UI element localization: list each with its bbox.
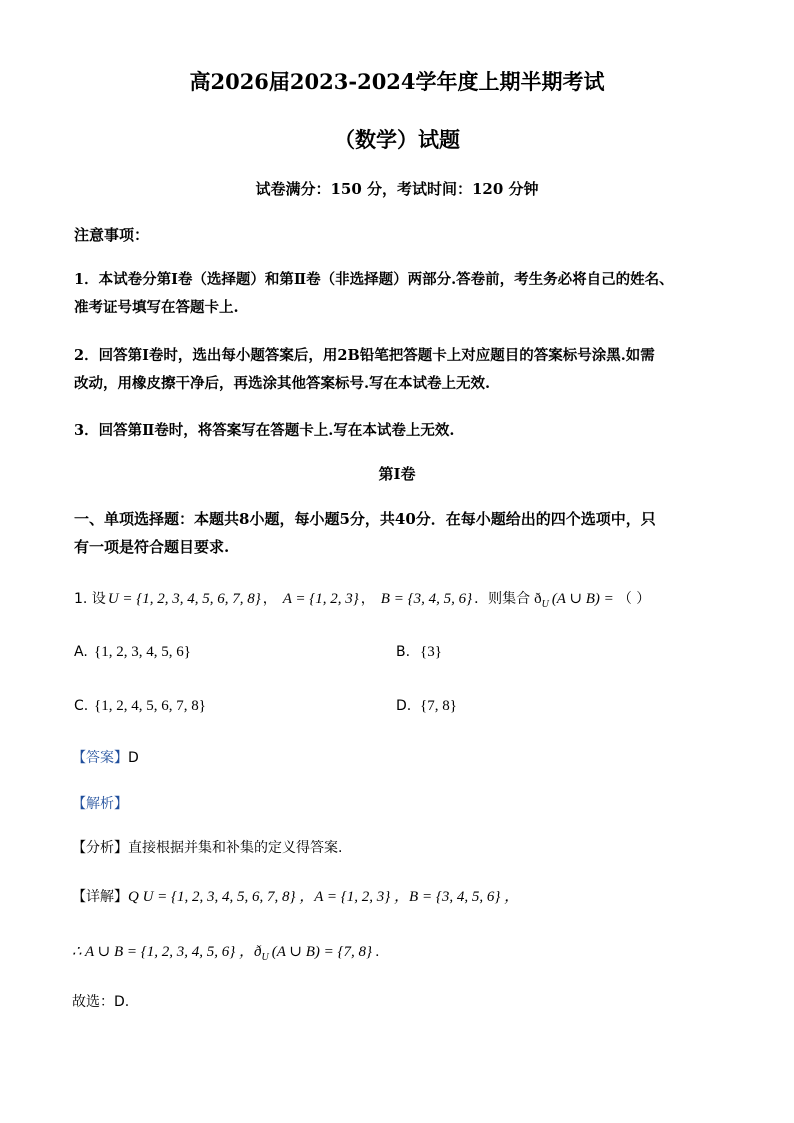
set-b-definition: B = {3, 4, 5, 6} [380,591,473,607]
option-value: {3} [420,644,442,660]
separator: ， [262,591,277,607]
detail-tag: 【详解】 [72,889,128,905]
note-item-2-line-2: 改动，用橡皮擦干净后，再选涂其他答案标号.写在本试卷上无效. [74,375,491,392]
question-ask: ．则集合 [474,591,531,607]
option-label: B. [396,644,411,660]
part-instruction-line-2: 有一项是符合题目要求. [74,538,230,556]
note-item-2-line-1: 2．回答第Ⅰ卷时，选出每小题答案后，用2B铅笔把答题卡上对应题目的答案标号涂黑.如需 [74,347,655,364]
detail-subscript: U [261,952,269,963]
answer-parentheses: （ ） [617,591,651,607]
detail-line-2 [72,940,379,961]
set-u-definition: U = {1, 2, 3, 4, 5, 6, 7, 8} [107,591,261,607]
complement-subscript: U [541,599,549,610]
question-number: 1. 设 [74,591,106,607]
note-item-3: 3．回答第Ⅱ卷时，将答案写在答题卡上.写在本试卷上无效. [74,422,455,439]
fenxi-text: 直接根据并集和补集的定义得答案. [128,840,343,856]
answer-tag: 【答案】 [72,750,128,766]
separator: ， [360,591,375,607]
detail-text-2: ∴ A ∪ B = {1, 2, 3, 4, 5, 6} ，ð [72,944,262,960]
exam-title: 高2026届2023-2024学年度上期半期考试 [189,69,605,94]
note-item-1-line-1: 1．本试卷分第Ⅰ卷（选择题）和第Ⅱ卷（非选择题）两部分.答卷前，考生务必将自己的姓名、 [74,271,674,288]
question-1 [74,588,650,608]
option-a [74,644,191,661]
set-a-definition: A = {1, 2, 3} [282,591,359,607]
option-b [396,644,442,661]
option-label: D. [396,698,412,714]
detail-text-1: Q U = {1, 2, 3, 4, 5, 6, 7, 8} ，A = {1, 2, 3} ，B = {3, 4, 5, 6} ， [128,889,520,905]
exam-subtitle: （数学）试题 [334,127,460,152]
complement-symbol: ð [534,591,542,607]
option-value: {7, 8} [420,698,457,714]
answer-line [72,747,139,767]
complement-expression: (A ∪ B) = [551,591,614,607]
exam-info: 试卷满分：150 分，考试时间：120 分钟 [255,180,539,198]
detail-line-1 [72,885,519,906]
conclusion: 故选：D. [72,994,130,1010]
part-instruction-line-1: 一、单项选择题：本题共8小题，每小题5分，共40分．在每小题给出的四个选项中，只 [74,510,656,528]
option-label: C. [74,698,89,714]
option-c [74,698,206,715]
option-label: A. [74,644,88,660]
volume-title: 第Ⅰ卷 [378,465,416,483]
answer-value: D [128,750,139,766]
option-value: {1, 2, 3, 4, 5, 6} [94,644,191,660]
analysis-tag: 【解析】 [72,796,128,812]
detail-text-2-rest: (A ∪ B) = {7, 8} . [271,944,380,960]
option-d [396,698,457,715]
notes-heading: 注意事项： [74,226,150,244]
fenxi-line [72,837,342,857]
option-value: {1, 2, 4, 5, 6, 7, 8} [94,698,206,714]
fenxi-tag: 【分析】 [72,840,128,856]
note-item-1-line-2: 准考证号填写在答题卡上. [74,299,239,316]
